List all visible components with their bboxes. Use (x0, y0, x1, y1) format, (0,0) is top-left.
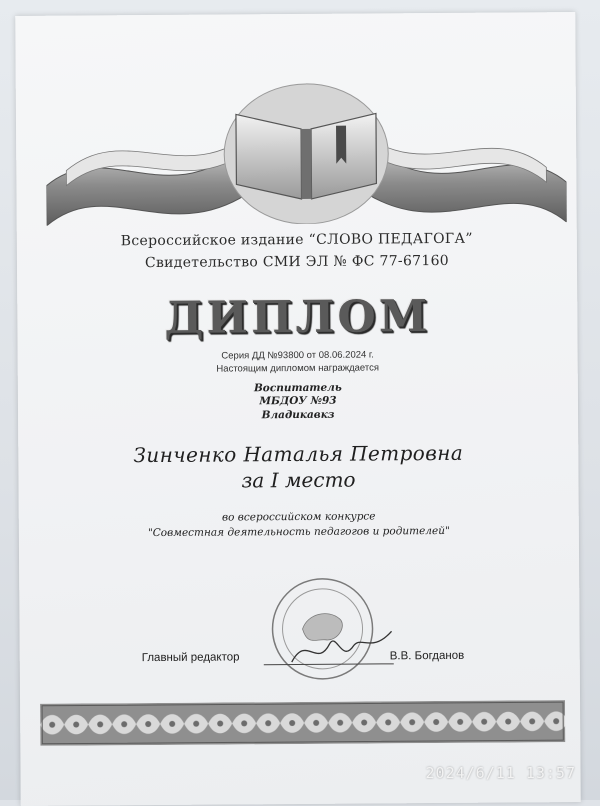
recipient-position: Воспитатель (253, 381, 342, 395)
media-certificate-line: Свидетельство СМИ ЭЛ № ФС 77-67160 (144, 252, 450, 272)
recipient-city: Владикавкз (261, 408, 335, 422)
book-flags-emblem-icon (46, 72, 567, 226)
diploma-sheet (15, 12, 581, 806)
contest-intro: во всероссийском конкурсе (221, 510, 376, 524)
signature-line (264, 663, 394, 665)
awarded-text: Настоящим дипломом награждается (216, 362, 380, 375)
recipient-organization: МБДОУ №93 (259, 394, 337, 408)
award-place: за I место (241, 467, 356, 493)
diploma-title: ДИПЛОМ (164, 291, 431, 344)
signer-title: Главный редактор (141, 651, 240, 665)
signer-name: В.В. Богданов (389, 649, 465, 663)
floral-ornament-border-icon (40, 700, 565, 746)
signature-row (20, 649, 580, 673)
publication-line: Всероссийское издание “СЛОВО ПЕДАГОГА” (120, 230, 473, 250)
recipient-name: Зинченко Наталья Петровна (133, 440, 464, 468)
series-number: Серия ДД №93800 от 08.06.2024 г. (221, 349, 374, 362)
photo-timestamp: 2024/6/11 13:57 (425, 764, 576, 782)
contest-name: "Совместная деятельность педагогов и родителей" (147, 524, 450, 540)
